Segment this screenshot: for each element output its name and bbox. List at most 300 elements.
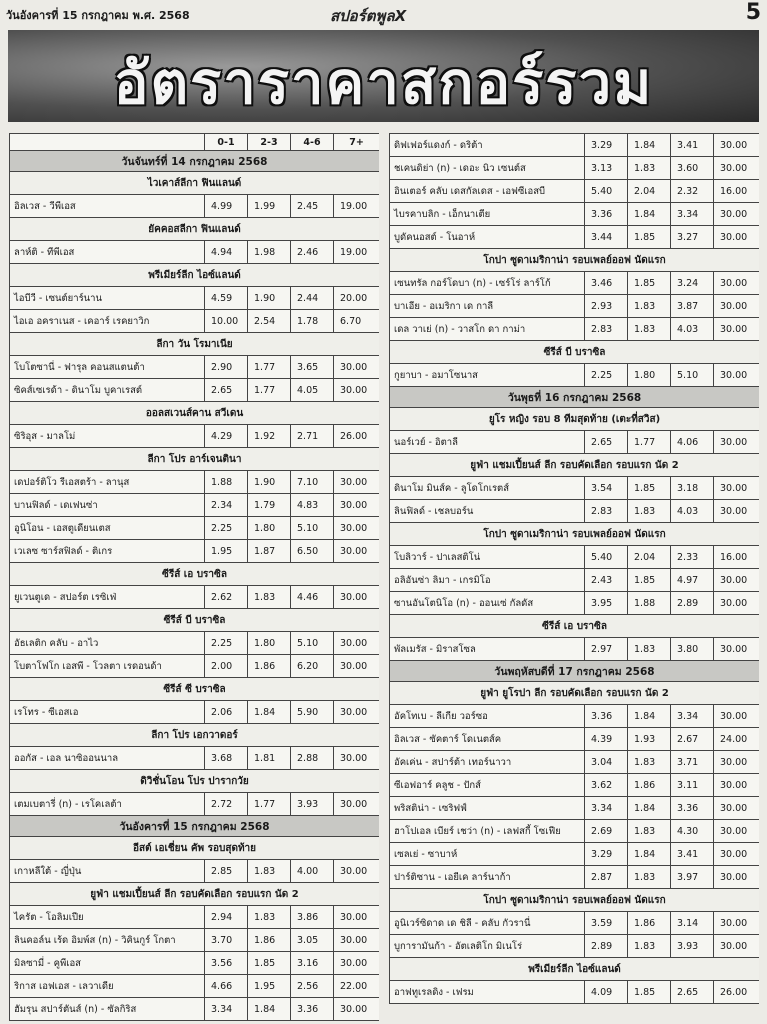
odds-cell: 3.34 [671,203,714,226]
league-heading-row [10,264,380,287]
match-row [390,592,760,615]
odds-cell: 30.00 [714,272,760,295]
league-heading-row [10,172,380,195]
odds-cell: 2.25 [585,364,628,387]
odds-cell: 1.84 [628,134,671,157]
odds-cell: 3.13 [585,157,628,180]
league-name: ยูโร หญิง รอบ 8 ทีมสุดท้าย (เตะที่สวิส) [390,408,760,431]
odds-cell: 2.97 [585,638,628,661]
odds-cell: 3.34 [205,998,248,1021]
league-name: ลีกา วัน โรมาเนีย [10,333,380,356]
odds-cell: 1.88 [205,471,248,494]
odds-cell: 10.00 [205,310,248,333]
league-heading-row [390,341,760,364]
odds-table-right [389,133,759,1004]
odds-cell: 2.25 [205,632,248,655]
match-row [10,494,380,517]
odds-cell: 1.88 [628,592,671,615]
banner-title: อัตราราคาสกอร์รวม [113,49,654,117]
match-row [390,638,760,661]
odds-cell: 1.83 [248,860,291,883]
odds-cell: 30.00 [334,655,380,678]
odds-cell: 2.83 [585,318,628,341]
match-row [390,751,760,774]
match-teams: พัลเมรัส - มิราสโซล [390,638,585,661]
odds-cell: 1.85 [248,952,291,975]
match-teams: อัคโทเบ - ลีเกีย วอร์ซอ [390,705,585,728]
league-heading-row [390,615,760,638]
day-heading: วันพฤหัสบดีที่ 17 กรกฎาคม 2568 [390,661,760,682]
league-name: ซีรีส์ ซี บราซิล [10,678,380,701]
odds-cell: 1.98 [248,241,291,264]
odds-cell: 1.84 [628,705,671,728]
match-teams: ริกาส เอฟเอส - เลวาเดีย [10,975,205,998]
odds-cell: 3.34 [671,705,714,728]
odds-cell: 30.00 [714,866,760,889]
odds-cell: 3.29 [585,843,628,866]
match-row [10,425,380,448]
match-row [10,860,380,883]
match-row [390,431,760,454]
match-teams: ซิคส์เซเรด้า - ดินาโม บูคาเรสต์ [10,379,205,402]
match-teams: บาเอีย - อเมริกา เด กาลี [390,295,585,318]
match-teams: อูนิเวร์ซิดาด เด ชิลี - คลับ กัวรานี่ [390,912,585,935]
match-row [390,203,760,226]
match-row [10,952,380,975]
odds-cell: 5.40 [585,180,628,203]
odds-cell: 30.00 [714,820,760,843]
odds-cell: 4.00 [291,860,334,883]
odds-cell: 1.80 [248,632,291,655]
odds-cell: 1.85 [628,226,671,249]
league-name: ไวเคาส์ลีกา ฟินแลนด์ [10,172,380,195]
match-teams: โบตาโฟโก เอสพี - โวลตา เรดอนด้า [10,655,205,678]
odds-cell: 1.83 [628,638,671,661]
odds-cell: 4.39 [585,728,628,751]
match-row [390,157,760,180]
odds-cell: 4.66 [205,975,248,998]
odds-cell: 30.00 [714,751,760,774]
odds-cell: 3.36 [291,998,334,1021]
match-teams: เซนทรัล กอร์โดบา (n) - เซร์โร่ ลาร์โก้ [390,272,585,295]
odds-cell: 30.00 [714,774,760,797]
match-row [390,180,760,203]
odds-cell: 2.62 [205,586,248,609]
odds-cell: 2.25 [205,517,248,540]
league-name: ลีกา โปร เอกวาดอร์ [10,724,380,747]
odds-cell: 4.97 [671,569,714,592]
odds-cell: 3.62 [585,774,628,797]
league-name: ซีรีส์ เอ บราซิล [10,563,380,586]
match-row [10,998,380,1021]
odds-cell: 3.41 [671,134,714,157]
league-heading-row [10,724,380,747]
odds-cell: 3.36 [671,797,714,820]
odds-cell: 1.77 [628,431,671,454]
match-row [10,906,380,929]
match-teams: กูยาบา - อมาโซนาส [390,364,585,387]
match-row [390,477,760,500]
odds-cell: 2.65 [205,379,248,402]
odds-cell: 3.36 [585,203,628,226]
odds-cell: 26.00 [714,981,760,1004]
match-row [390,820,760,843]
match-row [10,793,380,816]
odds-cell: 6.20 [291,655,334,678]
odds-cell: 4.83 [291,494,334,517]
odds-table-left [9,133,379,1021]
odds-cell: 1.90 [248,287,291,310]
odds-cell: 1.84 [248,701,291,724]
odds-cell: 3.11 [671,774,714,797]
odds-cell: 3.97 [671,866,714,889]
odds-cell: 3.36 [585,705,628,728]
match-teams: เดล วาเย่ (n) - วาสโก ดา กาม่า [390,318,585,341]
odds-cell: 1.95 [248,975,291,998]
match-row [10,701,380,724]
match-teams: ไบรคาบลิก - เอ็กนาเตีย [390,203,585,226]
odds-cell: 4.46 [291,586,334,609]
match-row [390,500,760,523]
odds-cell: 30.00 [714,318,760,341]
odds-cell: 30.00 [334,540,380,563]
league-heading-row [390,408,760,431]
match-row [10,310,380,333]
match-teams: ลินฟิลด์ - เชลบอร์น [390,500,585,523]
day-heading-row [10,151,380,172]
match-teams: เตมเบตารี่ (n) - เรโคเลต้า [10,793,205,816]
odds-cell: 3.14 [671,912,714,935]
odds-cell: 2.06 [205,701,248,724]
match-row [390,912,760,935]
odds-cell: 2.54 [248,310,291,333]
odds-cell: 3.71 [671,751,714,774]
odds-cell: 1.87 [248,540,291,563]
match-teams: ชเคนดิย่า (n) - เดอะ นิว เซนต์ส [390,157,585,180]
odds-cell: 1.92 [248,425,291,448]
odds-cell: 2.44 [291,287,334,310]
odds-cell: 1.85 [628,477,671,500]
match-teams: อัธเลติก คลับ - อาไว [10,632,205,655]
day-heading-row [390,387,760,408]
match-row [10,632,380,655]
odds-cell: 30.00 [334,929,380,952]
match-teams: ซีเอฟอาร์ คลูช - ปักส์ [390,774,585,797]
match-row [390,935,760,958]
league-heading-row [10,609,380,632]
odds-cell: 19.00 [334,241,380,264]
odds-cell: 1.84 [628,203,671,226]
odds-cell: 1.93 [628,728,671,751]
odds-cell: 1.81 [248,747,291,770]
match-teams: ไอเอ อคราเนส - เคอาร์ เรคยาวิก [10,310,205,333]
odds-cell: 30.00 [714,638,760,661]
league-name: โกปา ซูดาเมริกาน่า รอบเพลย์ออฟ นัดแรก [390,249,760,272]
match-teams: พริสติน่า - เซริฟฟ์ [390,797,585,820]
odds-cell: 30.00 [334,860,380,883]
match-row [10,517,380,540]
odds-cell: 1.83 [628,318,671,341]
brand-logo: สปอร์ตพูลX [330,7,407,25]
match-teams: ไครัต - โอลิมเปีย [10,906,205,929]
match-row [10,471,380,494]
odds-cell: 30.00 [334,632,380,655]
match-row [390,546,760,569]
match-row [10,655,380,678]
league-name: ซีรีส์ เอ บราซิล [390,615,760,638]
league-name: ลีกา โปร อาร์เจนตินา [10,448,380,471]
league-heading-row [10,448,380,471]
league-name: ยูฟ่า แชมเปี้ยนส์ ลีก รอบคัดเลือก รอบแรก นัด 2 [10,883,380,906]
match-teams: บูการามันก้า - อัตเลติโก มิเนโร่ [390,935,585,958]
odds-cell: 3.87 [671,295,714,318]
odds-cell: 1.83 [248,906,291,929]
league-heading-row [390,454,760,477]
league-name: พรีเมียร์ลีก ไอซ์แลนด์ [10,264,380,287]
match-row [10,195,380,218]
match-teams: อิลเวส - วีพีเอส [10,195,205,218]
odds-cell: 2.90 [205,356,248,379]
odds-cell: 30.00 [334,906,380,929]
odds-cell: 3.46 [585,272,628,295]
match-row [10,540,380,563]
odds-cell: 1.83 [628,866,671,889]
match-teams: อิลเวส - ซัคตาร์ โดเนตส์ค [390,728,585,751]
odds-cell: 4.06 [671,431,714,454]
match-teams: นอร์เวย์ - อิตาลี [390,431,585,454]
odds-cell: 2.89 [585,935,628,958]
odds-cell: 4.94 [205,241,248,264]
match-teams: ปาร์ติซาน - เอยีเค ลาร์นาก้า [390,866,585,889]
odds-cell: 2.65 [671,981,714,1004]
odds-cell: 5.10 [291,632,334,655]
match-row [390,843,760,866]
odds-cell: 2.89 [671,592,714,615]
league-heading-row [10,678,380,701]
odds-cell: 30.00 [334,356,380,379]
match-teams: บูดัคนอสต์ - โนอาห์ [390,226,585,249]
match-teams: ลินคอล์น เร้ด อิมพ์ส (n) - วิคินกูร์ โกตา [10,929,205,952]
odds-cell: 30.00 [714,431,760,454]
odds-cell: 3.16 [291,952,334,975]
odds-cell: 30.00 [714,569,760,592]
match-teams: โบลิวาร์ - ปาเลสติโน่ [390,546,585,569]
league-heading-row [10,333,380,356]
odds-cell: 3.24 [671,272,714,295]
odds-cell: 3.54 [585,477,628,500]
match-teams: ลาห์ติ - ทีพีเอส [10,241,205,264]
odds-cell: 3.95 [585,592,628,615]
page-header [0,0,767,28]
match-row [10,747,380,770]
league-name: ยูฟ่า แชมเปี้ยนส์ ลีก รอบคัดเลือก รอบแรก นัด 2 [390,454,760,477]
odds-cell: 4.03 [671,318,714,341]
odds-cell: 26.00 [334,425,380,448]
odds-cell: 30.00 [714,843,760,866]
odds-cell: 3.18 [671,477,714,500]
odds-cell: 3.34 [585,797,628,820]
odds-cell: 6.50 [291,540,334,563]
odds-cell: 30.00 [334,586,380,609]
match-row [10,586,380,609]
odds-cell: 4.09 [585,981,628,1004]
odds-cell: 1.95 [205,540,248,563]
odds-cell: 30.00 [714,592,760,615]
odds-cell: 4.30 [671,820,714,843]
odds-cell: 1.85 [628,272,671,295]
odds-cell: 3.93 [291,793,334,816]
odds-cell: 1.85 [628,569,671,592]
match-row [390,866,760,889]
odds-cell: 4.03 [671,500,714,523]
odds-cell: 1.83 [628,935,671,958]
league-name: ยูฟ่า ยูโรปา ลีก รอบคัดเลือก รอบแรก นัด 2 [390,682,760,705]
odds-cell: 2.00 [205,655,248,678]
odds-cell: 6.70 [334,310,380,333]
odds-cell: 1.78 [291,310,334,333]
match-row [390,728,760,751]
match-teams: อินเตอร์ คลับ เดสกัลเดส - เอฟซีเอสบี [390,180,585,203]
odds-cell: 3.68 [205,747,248,770]
odds-cell: 2.87 [585,866,628,889]
league-name: อีสต์ เอเชี่ยน คัพ รอบสุดท้าย [10,837,380,860]
odds-cell: 30.00 [714,157,760,180]
odds-cell: 3.93 [671,935,714,958]
odds-cell: 1.86 [628,912,671,935]
odds-cell: 3.65 [291,356,334,379]
league-name: โกปา ซูดาเมริกาน่า รอบเพลย์ออฟ นัดแรก [390,889,760,912]
odds-cell: 2.85 [205,860,248,883]
match-teams: อูนิโอน - เอสตูเดียนเตส [10,517,205,540]
match-row [390,134,760,157]
odds-cell: 30.00 [334,793,380,816]
odds-cell: 4.05 [291,379,334,402]
match-teams: ดินาโม มินส์ค - ลูโดโกเรตส์ [390,477,585,500]
odds-cell: 30.00 [714,203,760,226]
odds-cell: 2.72 [205,793,248,816]
odds-cell: 30.00 [334,998,380,1021]
odds-cell: 2.71 [291,425,334,448]
odds-cell: 30.00 [714,705,760,728]
goal-range-header: 4-6 [291,134,334,151]
league-heading-row [390,682,760,705]
odds-cell: 2.32 [671,180,714,203]
match-teams: บานฟิลด์ - เดเฟนซ่า [10,494,205,517]
match-row [390,272,760,295]
odds-cell: 2.04 [628,180,671,203]
odds-cell: 30.00 [714,912,760,935]
match-row [390,295,760,318]
odds-cell: 16.00 [714,546,760,569]
odds-cell: 19.00 [334,195,380,218]
odds-cell: 16.00 [714,180,760,203]
match-teams: อาฟทูเรลดิง - เฟรม [390,981,585,1004]
odds-cell: 30.00 [334,952,380,975]
match-row [10,929,380,952]
odds-cell: 1.85 [628,981,671,1004]
match-row [390,569,760,592]
header-blank-cell [10,134,205,151]
league-name: ออลสเวนส์คาน สวีเดน [10,402,380,425]
odds-cell: 1.86 [248,655,291,678]
match-teams: ออกัส - เอล นาซิออนนาล [10,747,205,770]
league-name: โกปา ซูดาเมริกาน่า รอบเพลย์ออฟ นัดแรก [390,523,760,546]
odds-cell: 1.80 [628,364,671,387]
odds-cell: 2.94 [205,906,248,929]
league-heading-row [390,523,760,546]
match-row [390,774,760,797]
odds-cell: 3.56 [205,952,248,975]
match-teams: ยูเวนตูเด - สปอร์ต เรซิเฟ่ [10,586,205,609]
odds-cell: 30.00 [714,935,760,958]
odds-cell: 1.77 [248,793,291,816]
day-heading: วันพุธที่ 16 กรกฎาคม 2568 [390,387,760,408]
odds-cell: 1.80 [248,517,291,540]
odds-cell: 1.83 [628,295,671,318]
odds-cell: 2.45 [291,195,334,218]
match-teams: เรโทร - ซีเอสเอ [10,701,205,724]
odds-cell: 3.70 [205,929,248,952]
odds-cell: 1.79 [248,494,291,517]
odds-cell: 2.69 [585,820,628,843]
odds-cell: 1.84 [628,843,671,866]
odds-cell: 2.43 [585,569,628,592]
odds-table [389,133,759,1004]
odds-cell: 3.60 [671,157,714,180]
odds-cell: 2.88 [291,747,334,770]
odds-cell: 30.00 [334,747,380,770]
odds-cell: 3.44 [585,226,628,249]
odds-cell: 24.00 [714,728,760,751]
league-name: ซีรีส์ บี บราซิล [10,609,380,632]
odds-cell: 2.33 [671,546,714,569]
match-row [10,241,380,264]
league-name: ดิวิชั่นโอน โปร ปารากวัย [10,770,380,793]
day-heading: วันจันทร์ที่ 14 กรกฎาคม 2568 [10,151,380,172]
odds-cell: 7.10 [291,471,334,494]
odds-cell: 5.10 [671,364,714,387]
odds-cell: 1.83 [248,586,291,609]
league-heading-row [390,889,760,912]
odds-cell: 5.40 [585,546,628,569]
match-row [10,975,380,998]
match-row [10,287,380,310]
odds-cell: 20.00 [334,287,380,310]
title-banner [8,30,759,122]
odds-cell: 2.93 [585,295,628,318]
goal-range-header: 7+ [334,134,380,151]
match-teams: ซานอันโตนิโอ (n) - ออนเซ่ กัลดัส [390,592,585,615]
match-teams: มิลซามี่ - คูพีเอส [10,952,205,975]
match-row [390,364,760,387]
match-row [390,797,760,820]
odds-cell: 3.04 [585,751,628,774]
odds-cell: 3.86 [291,906,334,929]
match-teams: โบโตซานี่ - ฟารุล คอนสแตนต้า [10,356,205,379]
day-heading: วันอังคารที่ 15 กรกฎาคม 2568 [10,816,380,837]
match-teams: ซิริอุส - มาลโม่ [10,425,205,448]
odds-cell: 2.46 [291,241,334,264]
odds-cell: 22.00 [334,975,380,998]
odds-cell: 1.83 [628,820,671,843]
odds-cell: 3.29 [585,134,628,157]
odds-cell: 2.04 [628,546,671,569]
league-name: ยัคคอสลีกา ฟินแลนด์ [10,218,380,241]
odds-cell: 30.00 [334,517,380,540]
table-header-row [10,134,380,151]
match-row [390,705,760,728]
issue-date: วันอังคารที่ 15 กรกฎาคม พ.ศ. 2568 [6,9,190,22]
